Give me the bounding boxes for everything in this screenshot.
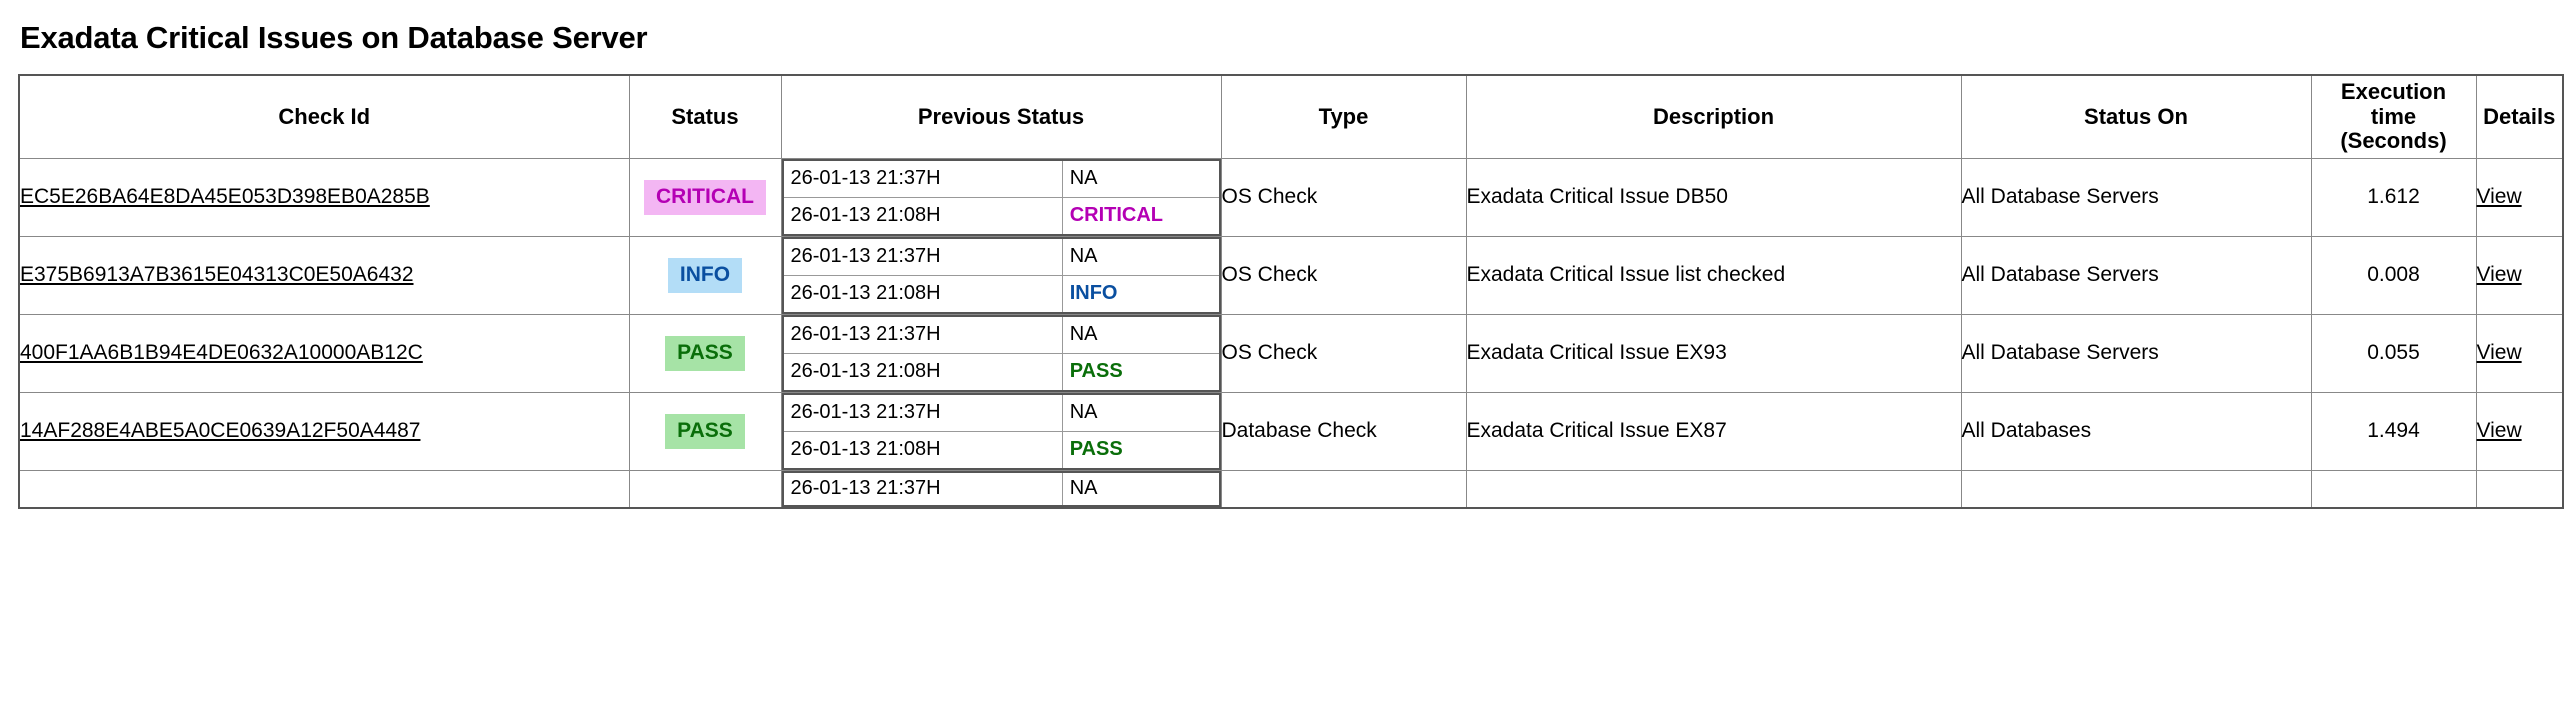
previous-status-table [782,393,1221,470]
previous-status-timestamp: 26-01-13 21:08H [783,431,1063,469]
page-title: Exadata Critical Issues on Database Server [20,20,648,55]
column-header-status: Status [629,75,781,158]
cell-type: OS Check [1221,158,1466,236]
previous-status-row [783,472,1220,506]
column-header-execution-time: Execution time (Seconds) [2311,75,2476,158]
previous-status-row [783,238,1220,276]
cell-previous-status [781,158,1221,236]
view-details-link[interactable]: View [2476,263,2522,287]
view-details-link[interactable]: View [2476,419,2522,443]
table-row [19,314,2563,392]
previous-status-value: PASS [1062,431,1219,469]
cell-type: Database Check [1221,392,1466,470]
previous-status-table [782,471,1221,507]
previous-status-timestamp: 26-01-13 21:37H [783,238,1063,276]
cell-details [2476,392,2563,470]
cell-details [2476,236,2563,314]
cell-status [629,236,781,314]
table-row [19,158,2563,236]
check-id-link[interactable]: EC5E26BA64E8DA45E053D398EB0A285B [20,185,430,209]
cell-status-on: All Database Servers [1961,314,2311,392]
cell-check-id [19,470,629,508]
status-badge: PASS [665,414,745,448]
previous-status-timestamp: 26-01-13 21:37H [783,472,1063,506]
critical-issues-table [18,74,2564,509]
previous-status-row [783,197,1220,235]
check-id-link[interactable]: E375B6913A7B3615E04313C0E50A6432 [20,263,414,287]
previous-status-value: PASS [1062,353,1219,391]
cell-type: OS Check [1221,314,1466,392]
check-id-link[interactable]: 400F1AA6B1B94E4DE0632A10000AB12C [20,341,423,365]
cell-check-id [19,392,629,470]
cell-status [629,470,781,508]
cell-status [629,392,781,470]
cell-execution-time: 1.494 [2311,392,2476,470]
cell-status-on: All Databases [1961,392,2311,470]
cell-check-id [19,236,629,314]
cell-type: OS Check [1221,236,1466,314]
previous-status-value: CRITICAL [1062,197,1219,235]
previous-status-row [783,353,1220,391]
previous-status-timestamp: 26-01-13 21:37H [783,316,1063,354]
table-header-row [19,75,2563,158]
cell-previous-status [781,314,1221,392]
cell-details [2476,470,2563,508]
previous-status-row [783,275,1220,313]
cell-previous-status [781,470,1221,508]
previous-status-value: NA [1062,394,1219,432]
previous-status-table [782,159,1221,236]
table-header [19,75,2563,158]
previous-status-timestamp: 26-01-13 21:37H [783,160,1063,198]
previous-status-row [783,316,1220,354]
cell-previous-status [781,392,1221,470]
cell-execution-time: 0.055 [2311,314,2476,392]
status-badge: PASS [665,336,745,370]
previous-status-value: NA [1062,316,1219,354]
cell-status-on [1961,470,2311,508]
previous-status-value: NA [1062,472,1219,506]
cell-status [629,158,781,236]
cell-type [1221,470,1466,508]
cell-description: Exadata Critical Issue EX87 [1466,392,1961,470]
previous-status-value: INFO [1062,275,1219,313]
cell-status-on: All Database Servers [1961,236,2311,314]
table-row [19,236,2563,314]
table-row [19,392,2563,470]
cell-details [2476,158,2563,236]
column-header-type: Type [1221,75,1466,158]
column-header-details: Details [2476,75,2563,158]
cell-execution-time [2311,470,2476,508]
cell-description [1466,470,1961,508]
cell-execution-time: 1.612 [2311,158,2476,236]
column-header-description: Description [1466,75,1961,158]
previous-status-row [783,394,1220,432]
cell-previous-status [781,236,1221,314]
cell-description: Exadata Critical Issue EX93 [1466,314,1961,392]
previous-status-timestamp: 26-01-13 21:08H [783,197,1063,235]
column-header-previous-status: Previous Status [781,75,1221,158]
previous-status-table [782,315,1221,392]
previous-status-timestamp: 26-01-13 21:08H [783,275,1063,313]
column-header-check-id: Check Id [19,75,629,158]
previous-status-timestamp: 26-01-13 21:08H [783,353,1063,391]
cell-description: Exadata Critical Issue list checked [1466,236,1961,314]
previous-status-row [783,431,1220,469]
table-row [19,470,2563,508]
cell-check-id [19,158,629,236]
view-details-link[interactable]: View [2476,185,2522,209]
previous-status-timestamp: 26-01-13 21:37H [783,394,1063,432]
view-details-link[interactable]: View [2476,341,2522,365]
cell-execution-time: 0.008 [2311,236,2476,314]
column-header-status-on: Status On [1961,75,2311,158]
status-badge: CRITICAL [644,180,766,214]
check-id-link[interactable]: 14AF288E4ABE5A0CE0639A12F50A4487 [20,419,421,443]
previous-status-value: NA [1062,238,1219,276]
cell-status [629,314,781,392]
previous-status-value: NA [1062,160,1219,198]
cell-check-id [19,314,629,392]
previous-status-row [783,160,1220,198]
status-badge: INFO [668,258,742,292]
cell-details [2476,314,2563,392]
cell-status-on: All Database Servers [1961,158,2311,236]
cell-description: Exadata Critical Issue DB50 [1466,158,1961,236]
table-body [19,158,2563,508]
previous-status-table [782,237,1221,314]
